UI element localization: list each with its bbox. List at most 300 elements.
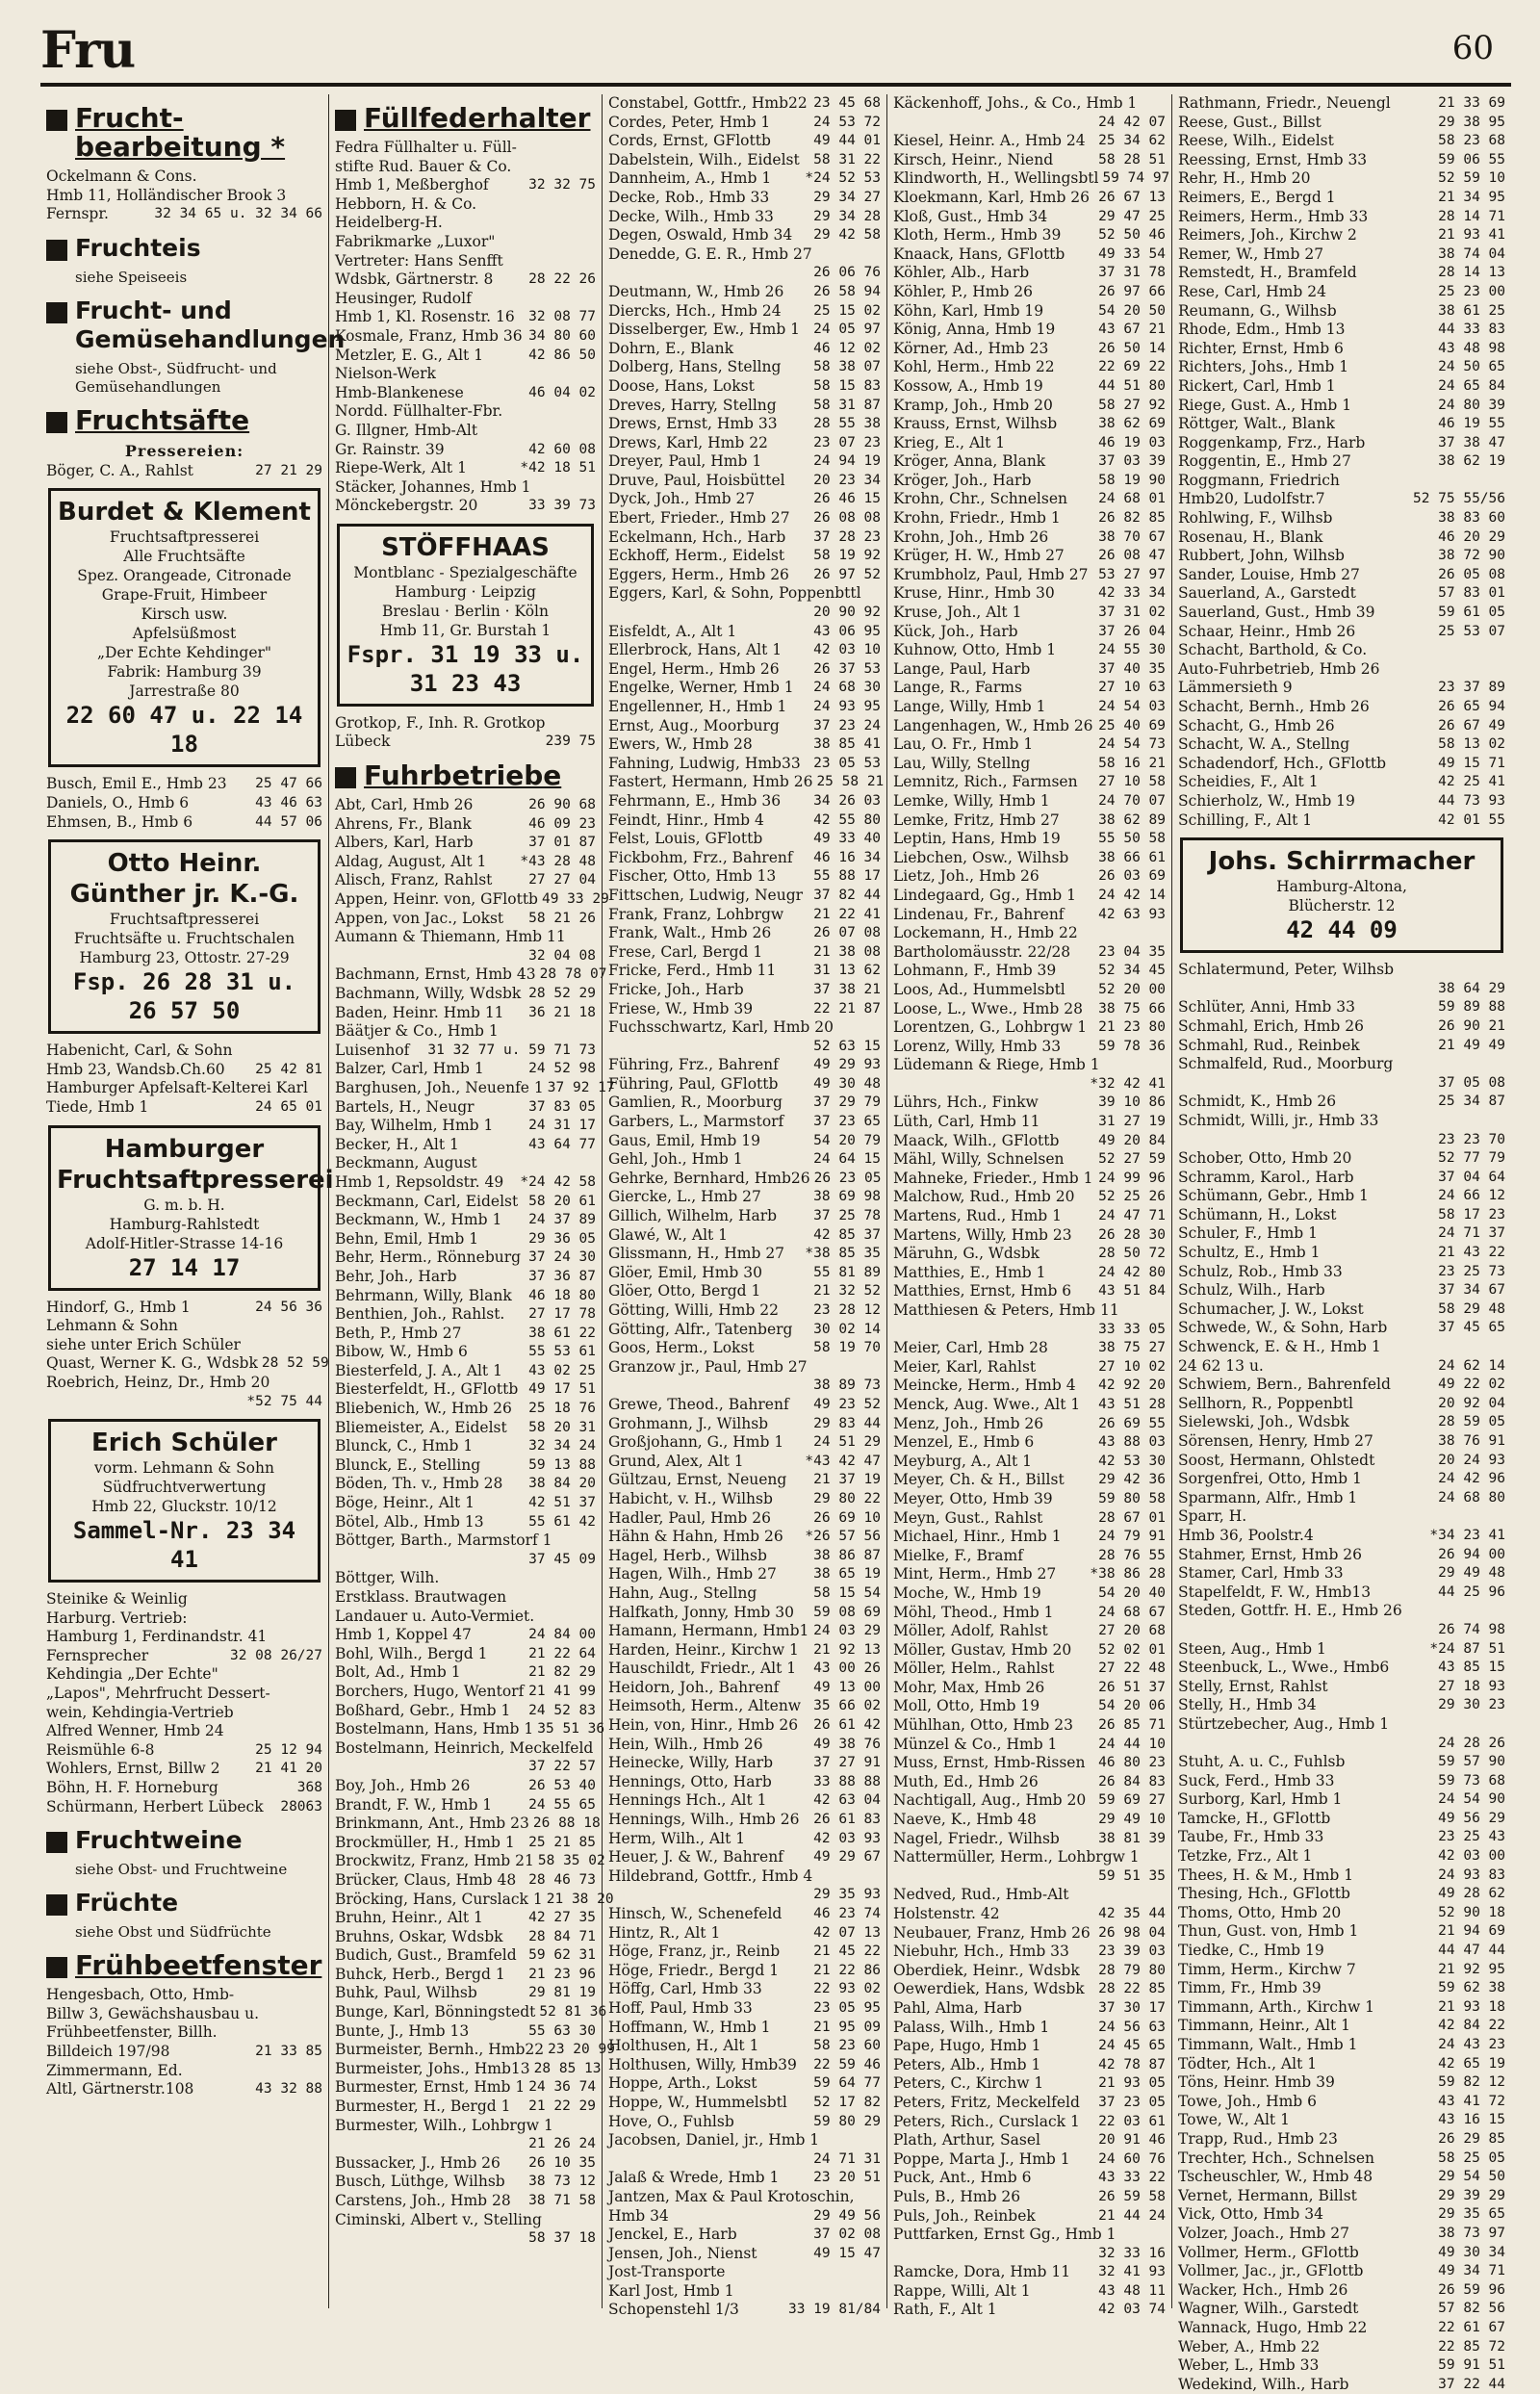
listing-name: Gehrke, Bernhard, Hmb26	[608, 1169, 810, 1187]
listing-entry	[1178, 2055, 1505, 2074]
listing-entry	[893, 2150, 1166, 2170]
listing-name	[1178, 1131, 1434, 1150]
listing-phone: *34 23 41	[1429, 1527, 1505, 1543]
listing-entry	[1178, 2300, 1505, 2319]
listing-entry	[335, 1758, 596, 1777]
listing-entry	[335, 1248, 596, 1268]
listing-name: Lemnitz, Rich., Farmsen	[893, 773, 1078, 791]
listing-entry	[335, 1777, 596, 1796]
listing-phone: 38 73 97	[1438, 2225, 1505, 2241]
listing-name: Doose, Hans, Lokst	[608, 376, 755, 395]
listing-phone: 58 19 70	[813, 1340, 881, 1356]
listing-name: Feindt, Hinr., Hmb 4	[608, 811, 764, 829]
listing-entry	[893, 2188, 1166, 2207]
listing-name: Eisfeldt, A., Alt 1	[608, 622, 737, 640]
listing-entry	[335, 1230, 596, 1249]
listing-phone: 53 27 97	[1098, 566, 1166, 582]
listing-name: Jalaß & Wrede, Hmb 1	[608, 2169, 780, 2187]
listing-name: Fuchsschwartz, Karl, Hmb 20	[608, 1018, 834, 1037]
listing-entry	[1178, 226, 1505, 245]
listing-phone: 33 39 73	[528, 498, 596, 514]
listing-entry	[893, 943, 1166, 963]
listing-name: Moll, Otto, Hmb 19	[893, 1697, 1040, 1715]
listing-name: Schmahl, Rud., Reinbek	[1178, 1036, 1360, 1054]
listing-phone	[592, 1588, 596, 1608]
listing-phone	[593, 1739, 597, 1759]
ad-title: STÖFFHAAS	[381, 532, 550, 562]
listing-name: Sparr, H.	[1178, 1507, 1247, 1526]
listing-phone: 37 31 78	[1098, 265, 1166, 281]
listing-entry	[893, 566, 1166, 585]
listing-entry	[46, 187, 322, 206]
listing-name: Bostelmann, Hans, Hmb 1	[335, 1720, 534, 1738]
listing-phone: 43 64 77	[528, 1136, 596, 1152]
listing-entry	[608, 755, 881, 774]
listing-phone: 21 33 85	[255, 2044, 322, 2059]
listing-phone: *24 42 58	[520, 1173, 596, 1190]
listing-name: G. Illgner, Hmb-Alt	[335, 421, 478, 439]
listing-entry	[1178, 490, 1505, 509]
listing-entry	[1178, 1602, 1505, 1621]
listing-name: Bunge, Karl, Bönningstedt	[335, 2003, 536, 2021]
listing-entry	[1178, 2093, 1505, 2112]
listing-entry	[608, 452, 881, 472]
listing-phone: 20 90 92	[813, 605, 881, 621]
listing-entry	[608, 2131, 881, 2150]
listing-entry	[1178, 397, 1505, 416]
listing-entry	[1178, 264, 1505, 283]
listing-entry	[1178, 340, 1505, 359]
listing-phone: 49 20 84	[1098, 1132, 1166, 1148]
subheading: Pressereien:	[124, 441, 244, 460]
listing-name: Jantzen, Max & Paul Krotoschin,	[608, 2187, 855, 2205]
listing-phone: 38 84 20	[528, 1476, 596, 1492]
listing-entry	[893, 1301, 1166, 1321]
listing-name: siehe unter Erich Schüler	[46, 1335, 241, 1353]
listing-phone: 23 23 70	[1438, 1131, 1505, 1147]
listing-name: Rosenau, H., Blank	[1178, 528, 1323, 546]
listing-entry	[335, 158, 596, 177]
listing-name: Trechter, Hch., Schnelsen	[1178, 2149, 1375, 2167]
listing-phone: 35 66 02	[813, 1698, 881, 1714]
listing-entry	[335, 947, 596, 966]
listing-name: Stelly, Ernst, Rahlst	[1178, 1677, 1328, 1695]
listing-name: Kohl, Herm., Hmb 22	[893, 358, 1055, 376]
listing-phone: 21 94 69	[1438, 1923, 1505, 1940]
listing-entry	[893, 302, 1166, 322]
listing-name: Reimers, Joh., Kirchw 2	[1178, 226, 1357, 245]
listing-name: Reessing, Ernst, Hmb 33	[1178, 150, 1368, 168]
listing-name: Aldag, August, Alt 1	[335, 852, 487, 870]
listing-name: Nedved, Rud., Hmb-Alt	[893, 1886, 1069, 1904]
listing-phone: 46 80 23	[1098, 1755, 1166, 1771]
listing-name: Nielson-Werk	[335, 365, 436, 383]
listing-phone: 23 39 03	[1098, 1944, 1166, 1960]
listing-phone	[1162, 94, 1166, 114]
listing-name: Hein, Wilh., Hmb 26	[608, 1735, 763, 1753]
listing-phone: 42 92 20	[1098, 1377, 1166, 1394]
listing-phone: 24 31 17	[528, 1118, 596, 1134]
listing-entry	[335, 1569, 596, 1588]
listing-entry	[1178, 208, 1505, 227]
listing-phone: 24 55 30	[1098, 642, 1166, 658]
listing-phone: 46 16 34	[813, 849, 881, 865]
listing-name: Hebborn, H. & Co.	[335, 194, 477, 213]
listing-entry	[608, 1999, 881, 2019]
listing-name	[608, 1377, 809, 1396]
listing-name: Beckmann, W., Hmb 1	[335, 1211, 502, 1229]
listing-entry	[608, 1000, 881, 1019]
listing-entry	[1178, 604, 1505, 623]
listing-name: Druve, Paul, Hoisbüttel	[608, 471, 785, 489]
listing-name: Schultz, E., Hmb 1	[1178, 1244, 1321, 1262]
listing-phone: 44 51 80	[1098, 377, 1166, 394]
listing-phone: 23 04 35	[1098, 943, 1166, 960]
listing-phone: 26 59 96	[1438, 2281, 1505, 2298]
listing-entry	[46, 1079, 322, 1098]
listing-entry	[335, 1343, 596, 1362]
listing-entry	[608, 924, 881, 943]
listing-entry	[608, 2056, 881, 2075]
listing-name: Lindenau, Fr., Bahrenf	[893, 905, 1065, 923]
listing-phone: 58 38 07	[813, 359, 881, 375]
listing-entry	[893, 1565, 1166, 1584]
listing-entry	[608, 472, 881, 491]
listing-name: Schulz, Rob., Hmb 33	[1178, 1262, 1343, 1280]
listing-phone: 239 75	[545, 734, 596, 750]
listing-name: Heusinger, Rudolf	[335, 289, 472, 307]
listing-entry	[1178, 1866, 1505, 1886]
listing-entry	[893, 434, 1166, 453]
listing-phone: 28 14 71	[1438, 208, 1505, 224]
listing-name: Eggers, Herm., Hmb 26	[608, 565, 789, 583]
listing-phone: *38 85 35	[805, 1246, 881, 1262]
listing-name: Jacobsen, Daniel, jr., Hmb 1	[608, 2131, 820, 2149]
listing-name: Höffg, Carl, Hmb 33	[608, 1980, 762, 1998]
listing-phone	[877, 2263, 881, 2282]
listing-phone: 21 92 95	[1438, 1961, 1505, 1977]
listing-entry	[335, 1362, 596, 1381]
listing-phone	[1162, 1301, 1166, 1321]
listing-name: Höge, Franz, jr., Reinb	[608, 1943, 781, 1961]
listing-phone: 55 61 42	[528, 1513, 596, 1530]
listing-name: Kruse, Hinr., Hmb 30	[893, 584, 1055, 603]
listing-phone: 42 03 74	[1098, 2302, 1166, 2318]
listing-phone: 24 68 80	[1438, 1489, 1505, 1506]
listing-entry	[335, 2154, 596, 2174]
listing-phone	[877, 2282, 881, 2302]
listing-phone: 37 22 57	[528, 1759, 596, 1775]
listing-name: Bliebenich, W., Hmb 26	[335, 1400, 512, 1418]
listing-phone: 38 64 29	[1438, 980, 1505, 996]
listing-entry	[335, 2078, 596, 2098]
listing-phone: 31 32 77 u. 59 71 73	[427, 1042, 596, 1058]
listing-entry	[608, 1830, 881, 1849]
listing-name: Sellhorn, R., Poppenbtl	[1178, 1394, 1353, 1412]
listing-phone: 43 51 28	[1098, 1396, 1166, 1412]
listing-entry	[608, 1433, 881, 1453]
listing-entry	[335, 2059, 602, 2079]
listing-entry	[335, 441, 596, 460]
listing-name: Böhn, H. F. Horneburg	[46, 1779, 218, 1797]
listing-name: Pahl, Alma, Harb	[893, 1998, 1022, 2017]
square-bullet-icon	[46, 412, 67, 433]
listing-entry	[893, 2074, 1166, 2094]
listing-name: Behr, Herm., Rönneburg	[335, 1248, 522, 1267]
ad-title: Johs. Schirrmacher	[1208, 847, 1476, 877]
listing-entry	[1178, 735, 1505, 755]
listing-phone: 24 68 67	[1098, 1604, 1166, 1620]
listing-name: Cordes, Peter, Hmb 1	[608, 113, 771, 131]
listing-name: Malchow, Rud., Hmb 20	[893, 1188, 1075, 1206]
listing-name: Diercks, Hch., Hmb 24	[608, 301, 782, 320]
listing-entry	[608, 660, 881, 680]
listing-phone: 42 85 37	[813, 1226, 881, 1243]
listing-entry	[608, 906, 881, 925]
listing-phone: 58 31 87	[813, 397, 881, 413]
listing-phone: 26 29 85	[1438, 2130, 1505, 2147]
listing-phone: 32 04 08	[528, 947, 596, 964]
listing-name: Schmahl, Erich, Hmb 26	[1178, 1017, 1365, 1035]
listing-name: Sauerland, A., Garstedt	[1178, 584, 1356, 603]
listing-phone	[877, 1358, 881, 1377]
listing-entry	[335, 327, 596, 347]
listing-entry	[893, 1509, 1166, 1529]
ad-phone: Fspr. 31 19 33 u. 31 23 43	[346, 640, 584, 697]
ad-line: Südfruchtverwertung	[102, 1479, 267, 1497]
listing-entry	[893, 1754, 1166, 1773]
listing-phone: 49 34 71	[1438, 2263, 1505, 2279]
listing-name: Hamburg 1, Ferdinandstr. 41	[46, 1628, 268, 1646]
listing-entry	[893, 2094, 1166, 2113]
listing-name	[335, 1551, 525, 1570]
listing-phone: 33 88 88	[813, 1773, 881, 1789]
listing-phone: 29 83 44	[813, 1415, 881, 1431]
listing-phone: 46 19 03	[1098, 434, 1166, 450]
listing-name: Behrmann, Willy, Blank	[335, 1286, 512, 1304]
listing-phone: 43 48 11	[1098, 2282, 1166, 2299]
listing-name: Götting, Willi, Hmb 22	[608, 1301, 780, 1319]
listing-name: Sielewski, Joh., Wdsbk	[1178, 1413, 1349, 1431]
ad-line: Fruchtsaftpresserei	[109, 528, 260, 547]
listing-phone: 21 38 20	[546, 1891, 614, 1907]
listing-name: Nachtigall, Aug., Hmb 20	[893, 1791, 1087, 1810]
listing-entry	[1178, 1753, 1505, 1772]
listing-phone: 24 44 10	[1098, 1736, 1166, 1752]
listing-entry	[1178, 2036, 1505, 2055]
listing-phone: 49 29 67	[813, 1849, 881, 1866]
ad-line: Spez. Orangeade, Citronade	[77, 567, 292, 585]
listing-entry	[1178, 1489, 1505, 1508]
listing-name: Remer, W., Hmb 27	[1178, 245, 1324, 263]
listing-name: Fischer, Otto, Hmb 13	[608, 867, 777, 886]
listing-name: Schaar, Heinr., Hmb 26	[1178, 622, 1356, 640]
listing-entry	[893, 415, 1166, 434]
listing-entry	[893, 2263, 1166, 2282]
listing-phone: 59 91 51	[1438, 2357, 1505, 2374]
listing-phone: 42 01 55	[1438, 811, 1505, 828]
listing-name: Oewerdiek, Hans, Wdsbk	[893, 1980, 1085, 1998]
listing-phone: *43 28 48	[520, 853, 596, 869]
listing-entry	[893, 358, 1166, 377]
listing-name: Schümann, Gebr., Hmb 1	[1178, 1187, 1369, 1205]
listing-name: Nagel, Friedr., Wilhsb	[893, 1829, 1060, 1847]
listing-phone: 25 34 87	[1438, 1094, 1505, 1110]
listing-phone: 24 65 84	[1438, 377, 1505, 394]
ad-line: „Der Echte Kehdinger"	[96, 644, 272, 662]
listing-name: Gr. Rainstr. 39	[335, 440, 445, 458]
listing-phone	[592, 478, 596, 498]
listing-phone: 29 54 50	[1438, 2169, 1505, 2185]
listing-phone: 30 02 14	[813, 1321, 881, 1337]
listing-name: Hauschildt, Friedr., Alt 1	[608, 1660, 797, 1678]
listing-phone: *43 42 47	[805, 1453, 881, 1469]
listing-entry	[46, 1628, 322, 1647]
listing-entry	[893, 114, 1166, 133]
listing-name: Kiesel, Heinr. A., Hmb 24	[893, 132, 1086, 150]
listing-entry	[1178, 1885, 1505, 1904]
ad-line: Fruchtsäfte u. Fruchtschalen	[73, 930, 295, 948]
listing-entry	[608, 1924, 881, 1944]
listing-name	[335, 2135, 525, 2154]
listing-phone: 34 80 60	[528, 327, 596, 344]
listing-entry	[1178, 2111, 1505, 2130]
listing-entry	[46, 1374, 322, 1393]
listing-entry	[335, 365, 596, 384]
listing-entry	[1178, 434, 1505, 453]
listing-phone	[319, 1685, 322, 1704]
listing-name: Lange, Willy, Hmb 1	[893, 698, 1046, 715]
listing-name: Meyn, Gust., Rahlst	[893, 1508, 1043, 1527]
listing-entry	[335, 815, 596, 835]
listing-entry	[608, 490, 881, 509]
listing-name	[893, 1867, 1094, 1887]
listing-entry	[608, 94, 881, 114]
listing-phone: 26 88 18	[532, 1815, 601, 1832]
listing-entry	[608, 1056, 881, 1075]
listing-name: Reimers, E., Bergd 1	[1178, 188, 1336, 206]
listing-entry	[335, 497, 596, 516]
listing-entry	[893, 528, 1166, 548]
listing-entry	[608, 1339, 881, 1358]
listing-entry	[1178, 114, 1505, 133]
listing-entry	[893, 584, 1166, 604]
listing-phone: 21 82 29	[528, 1664, 596, 1681]
listing-phone: 59 06 55	[1438, 151, 1505, 167]
listing-name: Steinike & Weinlig	[46, 1590, 188, 1609]
advertisement-box	[337, 524, 594, 707]
listing-phone: 20 23 34	[813, 472, 881, 488]
listing-phone: 29 49 48	[1438, 1565, 1505, 1582]
listing-name: Hamann, Hermann, Hmb1	[608, 1622, 809, 1640]
listing-entry	[1178, 1659, 1505, 1678]
listing-name: Böttger, Wilh.	[335, 1569, 440, 1587]
listing-phone: 37 82 44	[813, 887, 881, 903]
listing-phone: 58 35 02	[537, 1853, 605, 1869]
listing-phone: 52 63 15	[813, 1038, 881, 1054]
listing-phone: 39 10 86	[1098, 1094, 1166, 1111]
listing-name: Hein, von, Hinr., Hmb 26	[608, 1716, 799, 1735]
listing-entry	[1178, 1187, 1505, 1206]
listing-entry	[893, 641, 1166, 660]
listing-phone: 59 78 36	[1098, 1038, 1166, 1054]
listing-phone	[592, 928, 596, 947]
listing-phone	[592, 2117, 596, 2136]
listing-name: Martens, Rud., Hmb 1	[893, 1207, 1062, 1225]
listing-entry	[1178, 1224, 1505, 1244]
listing-entry	[335, 1796, 596, 1815]
listing-name: Lange, Paul, Harb	[893, 659, 1031, 678]
listing-phone	[1502, 1112, 1505, 1131]
listing-entry	[46, 205, 322, 224]
column-5	[1172, 94, 1511, 2393]
listing-name: Hahn, Aug., Stellng	[608, 1583, 757, 1602]
listing-entry	[1178, 151, 1505, 170]
listing-entry	[893, 1697, 1166, 1716]
ad-line: Adolf-Hitler-Strasse 14-16	[85, 1234, 284, 1252]
listing-entry	[335, 796, 596, 815]
listing-phone: 38 61 25	[1438, 302, 1505, 319]
listing-name	[608, 1886, 809, 1905]
listing-entry	[893, 132, 1166, 151]
listing-phone: 52 81 36	[539, 2004, 607, 2021]
listing-phone: 59 62 31	[528, 1947, 596, 1964]
listing-entry	[1178, 1338, 1505, 1357]
listing-phone: 42 25 41	[1438, 774, 1505, 790]
listing-name: Alisch, Franz, Rahlst	[335, 871, 493, 889]
listing-name: Brockmüller, H., Hmb 1	[335, 1833, 515, 1851]
listing-name: Disselberger, Ew., Hmb 1	[608, 321, 801, 339]
listing-phone: 49 56 29	[1438, 1810, 1505, 1826]
listing-phone: 55 53 61	[528, 1344, 596, 1360]
listing-name: Krumbholz, Paul, Hmb 27	[893, 565, 1089, 583]
listing-entry	[893, 1811, 1166, 1830]
listing-entry	[608, 189, 881, 208]
listing-entry	[335, 1909, 596, 1928]
ad-phone: 22 60 47 u. 22 14 18	[65, 702, 303, 759]
listing-phone: 37 30 17	[1098, 1999, 1166, 2016]
listing-phone: 24 03 29	[813, 1623, 881, 1639]
listing-name: Weber, L., Hmb 33	[1178, 2356, 1320, 2375]
listing-phone: 29 47 25	[1098, 208, 1166, 224]
listing-entry	[1178, 1376, 1505, 1395]
listing-phone: 42 65 19	[1438, 2055, 1505, 2072]
listing-name: Krieg, E., Alt 1	[893, 433, 1006, 451]
listing-entry	[335, 1305, 596, 1325]
listing-phone: 26 69 10	[813, 1509, 881, 1526]
listing-phone: 58 20 31	[528, 1419, 596, 1435]
listing-name: Gillich, Wilhelm, Harb	[608, 1207, 778, 1225]
listing-entry	[893, 226, 1166, 245]
listing-phone: 37 05 08	[1438, 1074, 1505, 1091]
listing-name: Surborg, Karl, Hmb 1	[1178, 1790, 1343, 1809]
listing-phone	[319, 1722, 322, 1741]
listing-entry	[335, 384, 596, 403]
listing-entry	[46, 1986, 322, 2005]
listing-name: Sauerland, Gust., Hmb 39	[1178, 604, 1375, 622]
listing-phone: 27 21 29	[255, 462, 322, 478]
listing-entry	[893, 623, 1166, 642]
listing-phone: 26 94 00	[1438, 1546, 1505, 1562]
listing-entry	[893, 604, 1166, 623]
listing-name: Engelke, Werner, Hmb 1	[608, 679, 794, 697]
listing-entry	[1178, 980, 1505, 999]
listing-phone: 24 93 95	[813, 699, 881, 714]
listing-entry	[1178, 1828, 1505, 1847]
listing-phone: 37 22 44	[1438, 2376, 1505, 2392]
listing-entry	[893, 1791, 1166, 1811]
listing-entry	[608, 1980, 881, 1999]
